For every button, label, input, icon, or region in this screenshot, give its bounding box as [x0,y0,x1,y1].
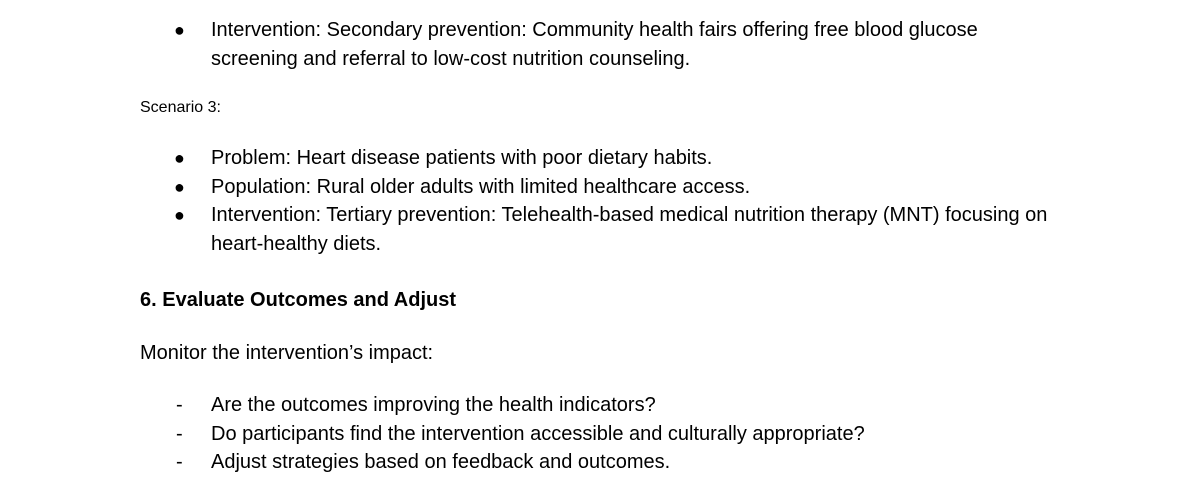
bullet-list-top [0,16,1051,73]
bullet-marker: ● [174,176,185,197]
dash-list-questions [0,391,1051,477]
list-item [0,448,1051,477]
list-item-text: Population: Rural older adults with limited healthcare access. [211,175,751,198]
bullet-marker: ● [174,148,185,168]
dash-marker: - [176,422,183,445]
list-item-text: Intervention: Secondary prevention: Community health fairs offering free blood glucose screening and referral to low-cost nutrition counseling. [211,19,978,70]
list-item [0,173,1051,202]
list-item-text: Do participants find the intervention accessible and culturally appropriate? [211,422,865,445]
dash-marker: - [176,451,183,473]
list-item [0,201,1051,258]
list-item-text: Are the outcomes improving the health indicators? [211,394,656,416]
dash-marker: - [176,394,183,416]
list-item [0,144,1051,173]
list-item [0,420,1051,449]
list-item-text: Adjust strategies based on feedback and outcomes. [211,451,671,473]
list-item-text: Problem: Heart disease patients with poor dietary habits. [211,147,713,169]
list-item [0,391,1051,420]
scenario-label: Scenario 3: [140,99,221,116]
bullet-marker: ● [174,205,185,225]
section-heading: 6. Evaluate Outcomes and Adjust [140,289,457,311]
section-intro: Monitor the intervention’s impact: [140,342,434,364]
bullet-list-scenario-3 [0,144,1051,258]
list-item-text: Intervention: Tertiary prevention: Telehealth-based medical nutrition therapy (MNT) focusing on heart-healthy diets. [211,204,1048,255]
list-item [0,16,1051,73]
bullet-marker: ● [174,20,185,40]
